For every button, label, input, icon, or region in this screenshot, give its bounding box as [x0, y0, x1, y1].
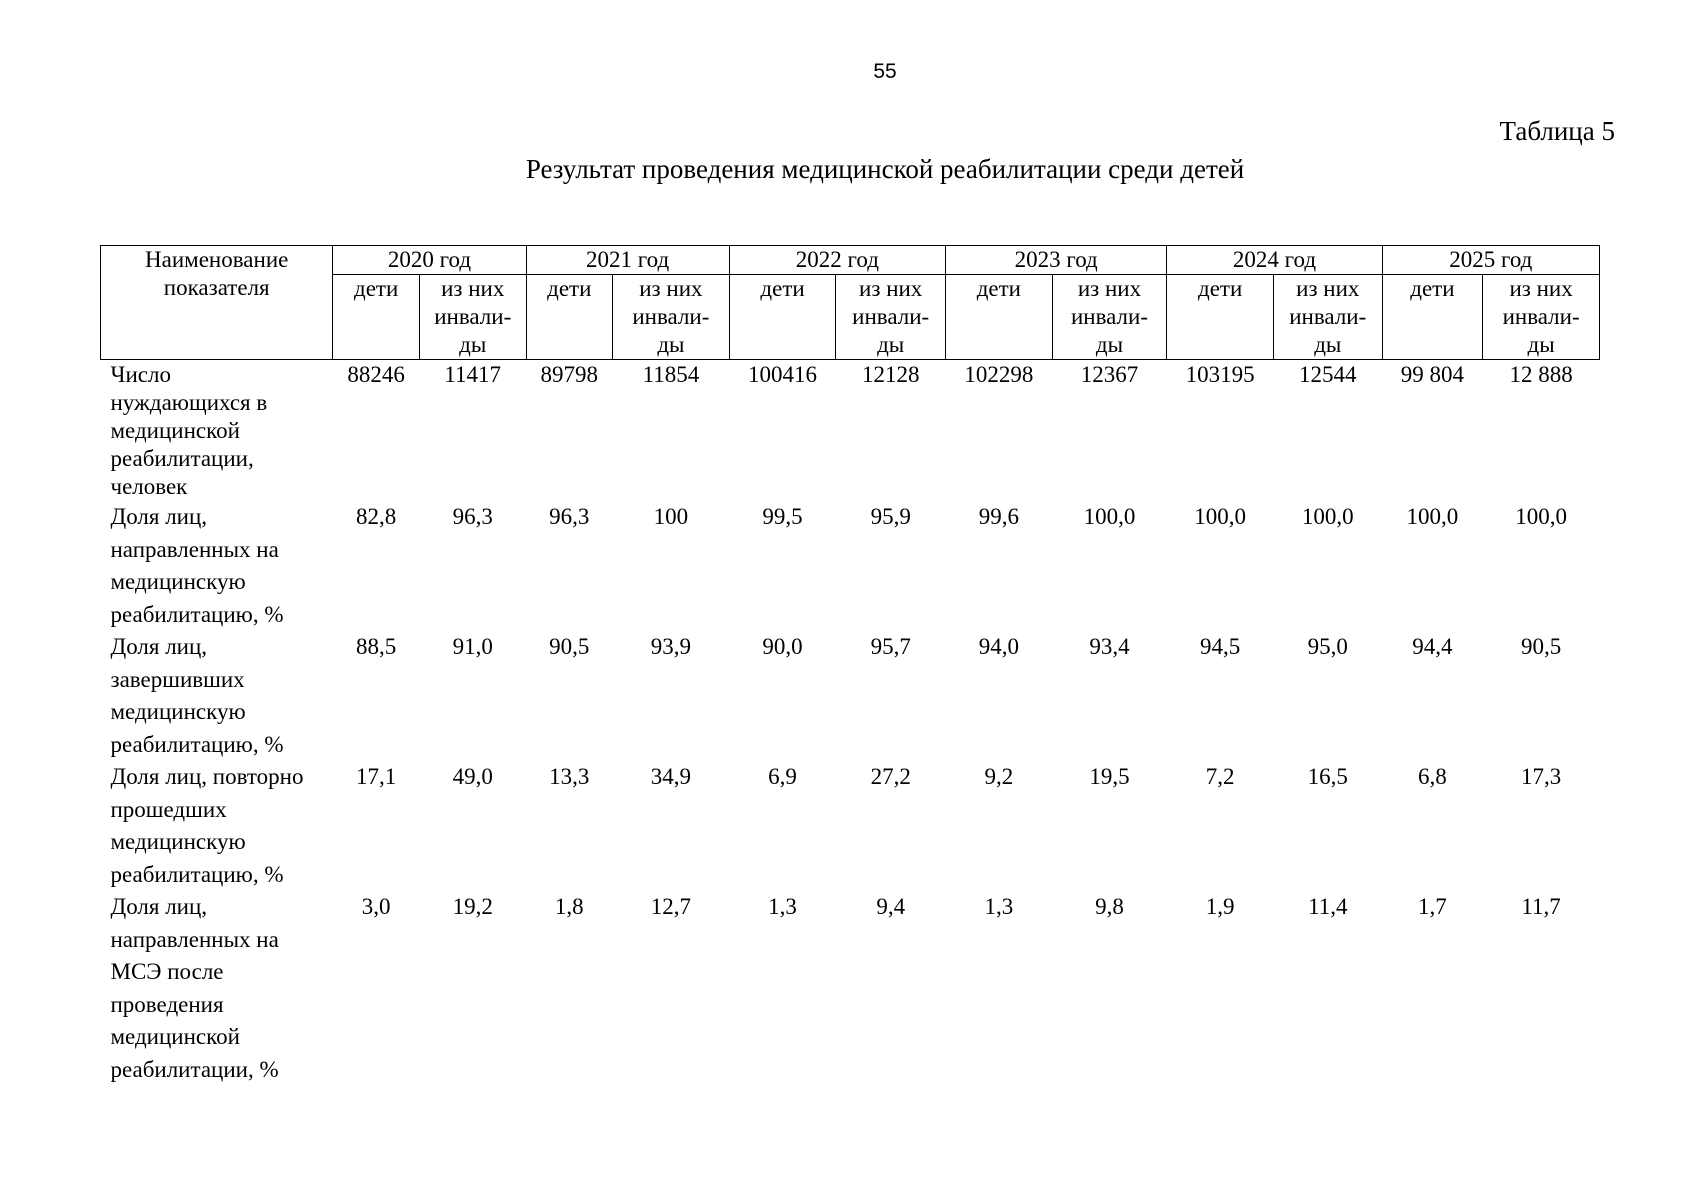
children-value-cell: 1,9 [1205, 894, 1235, 919]
children-header: дети [729, 275, 836, 360]
year-header: 2023 год [946, 246, 1167, 275]
disabled-header: из них инвали- ды [836, 275, 946, 360]
document-title: Результат проведения медицинской реабилитации среди детей [525, 154, 1245, 184]
disabled-value-cell: 12 888 [1509, 362, 1573, 387]
children-value-cell: 103195 [1185, 362, 1255, 387]
disabled-value-cell: 100,0 [1301, 504, 1354, 529]
children-value-cell: 1,3 [768, 894, 797, 919]
indicator-name: Доля лиц, направленных на МСЭ после проведения медицинской реабилитации, % [110, 894, 279, 1082]
disabled-value-cell: 95,0 [1307, 634, 1348, 659]
indicator-name: Число нуждающихся в медицинской реабилитации, человек [110, 362, 268, 499]
disabled-value-cell: 12367 [1080, 362, 1139, 387]
year-header: 2020 год [333, 246, 526, 275]
disabled-value-cell: 90,5 [1520, 634, 1562, 659]
children-value-cell: 94,4 [1412, 634, 1453, 659]
disabled-value-cell: 49,0 [452, 764, 493, 789]
children-value-cell: 6,9 [768, 764, 797, 789]
disabled-value-cell: 91,0 [452, 634, 493, 659]
disabled-value-cell: 19,2 [452, 894, 493, 919]
disabled-header: из них инвали- ды [419, 275, 526, 360]
disabled-header: из них инвали- ды [1483, 275, 1600, 360]
disabled-value-cell: 11,4 [1308, 894, 1348, 919]
disabled-value-cell: 96,3 [452, 504, 493, 529]
disabled-value-cell: 100 [653, 504, 689, 529]
rehabilitation-results-table [100, 245, 1600, 1086]
disabled-value-cell: 11,7 [1521, 894, 1561, 919]
disabled-header: из них инвали- ды [1052, 275, 1167, 360]
disabled-value-cell: 95,9 [870, 504, 911, 529]
children-header: дети [1382, 275, 1483, 360]
children-value-cell: 13,3 [549, 764, 590, 789]
indicator-name: Доля лиц, направленных на медицинскую реабилитацию, % [110, 504, 284, 627]
indicator-name-cell [101, 891, 333, 1086]
indicator-name: Доля лиц, повторно прошедших медицинскую реабилитацию, % [110, 764, 304, 887]
table-body [101, 360, 1600, 1087]
disabled-value-cell: 11417 [444, 362, 502, 387]
page-number: 55 [873, 60, 897, 83]
children-header: дети [333, 275, 420, 360]
table-label: Таблица 5 [1499, 116, 1615, 146]
disabled-value-cell: 9,4 [876, 894, 906, 919]
indicator-name-cell [101, 761, 333, 891]
children-value-cell: 89798 [540, 362, 599, 387]
disabled-value-cell: 11854 [642, 362, 700, 387]
disabled-value-cell: 12544 [1299, 362, 1357, 387]
children-value-cell: 96,3 [549, 504, 590, 529]
disabled-value-cell: 9,8 [1095, 894, 1124, 919]
children-value-cell: 94,0 [978, 634, 1019, 659]
table-row [101, 631, 1600, 761]
children-value-cell: 100,0 [1194, 504, 1247, 529]
disabled-value-cell: 100,0 [1515, 504, 1567, 529]
year-header: 2025 год [1382, 246, 1599, 275]
children-value-cell: 3,0 [361, 894, 391, 919]
indicator-name-cell [101, 631, 333, 761]
children-value-cell: 6,8 [1418, 764, 1447, 789]
children-value-cell: 1,3 [984, 894, 1014, 919]
year-header: 2021 год [526, 246, 729, 275]
children-value-cell: 90,0 [762, 634, 803, 659]
disabled-value-cell: 93,4 [1089, 634, 1130, 659]
disabled-value-cell: 100,0 [1083, 504, 1136, 529]
children-value-cell: 88246 [347, 362, 405, 387]
disabled-header: из них инвали- ды [613, 275, 730, 360]
children-value-cell: 100,0 [1406, 504, 1459, 529]
indicator-name-cell [101, 501, 333, 631]
table-row [101, 761, 1600, 891]
disabled-value-cell: 16,5 [1307, 764, 1348, 789]
children-value-cell: 99,6 [978, 504, 1019, 529]
disabled-value-cell: 12128 [861, 362, 920, 387]
children-value-cell: 88,5 [356, 634, 397, 659]
children-value-cell: 9,2 [984, 764, 1014, 789]
children-value-cell: 99 804 [1400, 362, 1465, 387]
children-value-cell: 17,1 [356, 764, 397, 789]
year-header: 2022 год [729, 246, 945, 275]
disabled-value-cell: 19,5 [1089, 764, 1130, 789]
table-row [101, 501, 1600, 631]
children-value-cell: 99,5 [762, 504, 803, 529]
indicator-name-header [101, 246, 333, 360]
disabled-value-cell: 34,9 [650, 764, 692, 789]
children-value-cell: 1,7 [1418, 894, 1447, 919]
header-row-years [101, 246, 1600, 275]
year-header: 2024 год [1167, 246, 1382, 275]
disabled-value-cell: 17,3 [1520, 764, 1562, 789]
table-row [101, 891, 1600, 1086]
children-header: дети [946, 275, 1053, 360]
table-row [101, 360, 1600, 502]
disabled-value-cell: 12,7 [650, 894, 692, 919]
disabled-value-cell: 93,9 [650, 634, 692, 659]
indicator-name-header-text: Наименование показателя [145, 247, 289, 300]
children-header: дети [526, 275, 613, 360]
children-value-cell: 7,2 [1205, 764, 1235, 789]
indicator-name-cell [101, 360, 333, 502]
indicator-name: Доля лиц, завершивших медицинскую реабилитацию, % [110, 634, 284, 757]
children-value-cell: 1,8 [554, 894, 584, 919]
children-value-cell: 90,5 [549, 634, 590, 659]
children-value-cell: 82,8 [356, 504, 397, 529]
disabled-value-cell: 27,2 [870, 764, 911, 789]
children-header: дети [1167, 275, 1274, 360]
children-value-cell: 102298 [964, 362, 1034, 387]
disabled-value-cell: 95,7 [870, 634, 911, 659]
disabled-header: из них инвали- ды [1273, 275, 1382, 360]
children-value-cell: 94,5 [1200, 634, 1241, 659]
children-value-cell: 100416 [748, 362, 818, 387]
